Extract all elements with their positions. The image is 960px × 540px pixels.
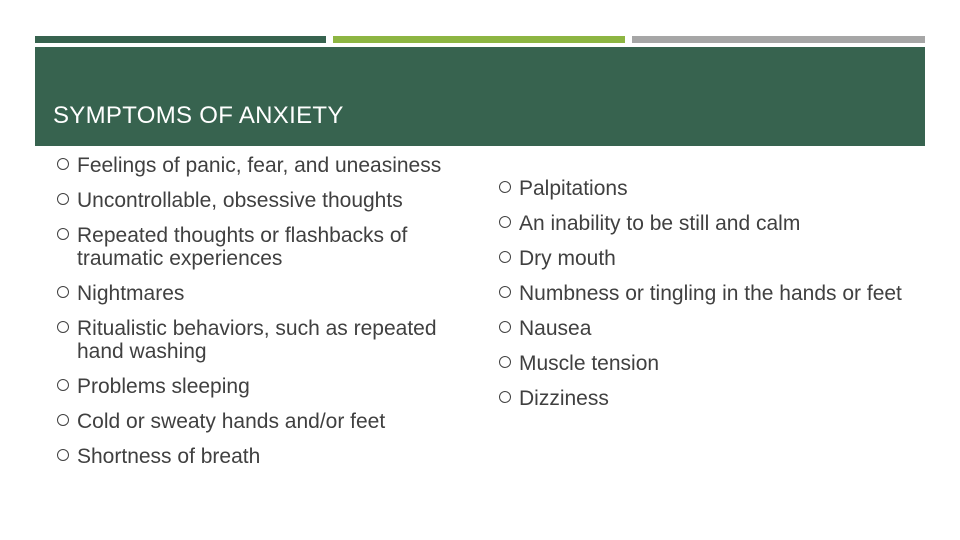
hollow-circle-icon [499,181,511,193]
list-item-text: Shortness of breath [77,445,261,468]
list-item [57,189,477,212]
list-item-text: Feelings of panic, fear, and uneasiness [77,154,442,177]
accent-bar-gray [632,36,925,43]
hollow-circle-icon [499,391,511,403]
list-item-text: Nausea [519,317,592,340]
list-item [499,177,929,200]
list-item [499,247,929,270]
hollow-circle-icon [499,251,511,263]
list-item [57,445,477,468]
hollow-circle-icon [499,321,511,333]
list-item [499,212,929,235]
list-item-text: Uncontrollable, obsessive thoughts [77,189,403,212]
hollow-circle-icon [57,193,69,205]
list-item [57,317,477,363]
hollow-circle-icon [57,449,69,461]
list-item-text: Dry mouth [519,247,616,270]
hollow-circle-icon [499,356,511,368]
list-item [499,317,929,340]
list-item [57,282,477,305]
list-item-text: Nightmares [77,282,185,305]
hollow-circle-icon [57,321,69,333]
list-item-text: Ritualistic behaviors, such as repeated hand washing [77,317,437,363]
hollow-circle-icon [499,216,511,228]
hollow-circle-icon [57,414,69,426]
list-item [499,352,929,375]
list-item-text: Repeated thoughts or flashbacks of traumatic experiences [77,224,408,270]
list-item [57,154,477,177]
list-item-text: Cold or sweaty hands and/or feet [77,410,386,433]
list-item-text: An inability to be still and calm [519,212,801,235]
list-item-text: Palpitations [519,177,628,200]
accent-bar-light-green [333,36,625,43]
list-item [57,410,477,433]
list-item-text: Problems sleeping [77,375,250,398]
list-item-text: Muscle tension [519,352,660,375]
hollow-circle-icon [57,379,69,391]
accent-bar-dark-green [35,36,326,43]
left-bullet-list [57,154,477,480]
list-item [57,375,477,398]
hollow-circle-icon [499,286,511,298]
slide-title: SYMPTOMS OF ANXIETY [53,102,344,129]
list-item [499,282,929,305]
list-item-text: Numbness or tingling in the hands or feet [519,282,902,305]
hollow-circle-icon [57,286,69,298]
right-bullet-list [499,177,929,422]
list-item [499,387,929,410]
hollow-circle-icon [57,158,69,170]
title-band [35,47,925,146]
hollow-circle-icon [57,228,69,240]
list-item [57,224,477,270]
list-item-text: Dizziness [519,387,609,410]
